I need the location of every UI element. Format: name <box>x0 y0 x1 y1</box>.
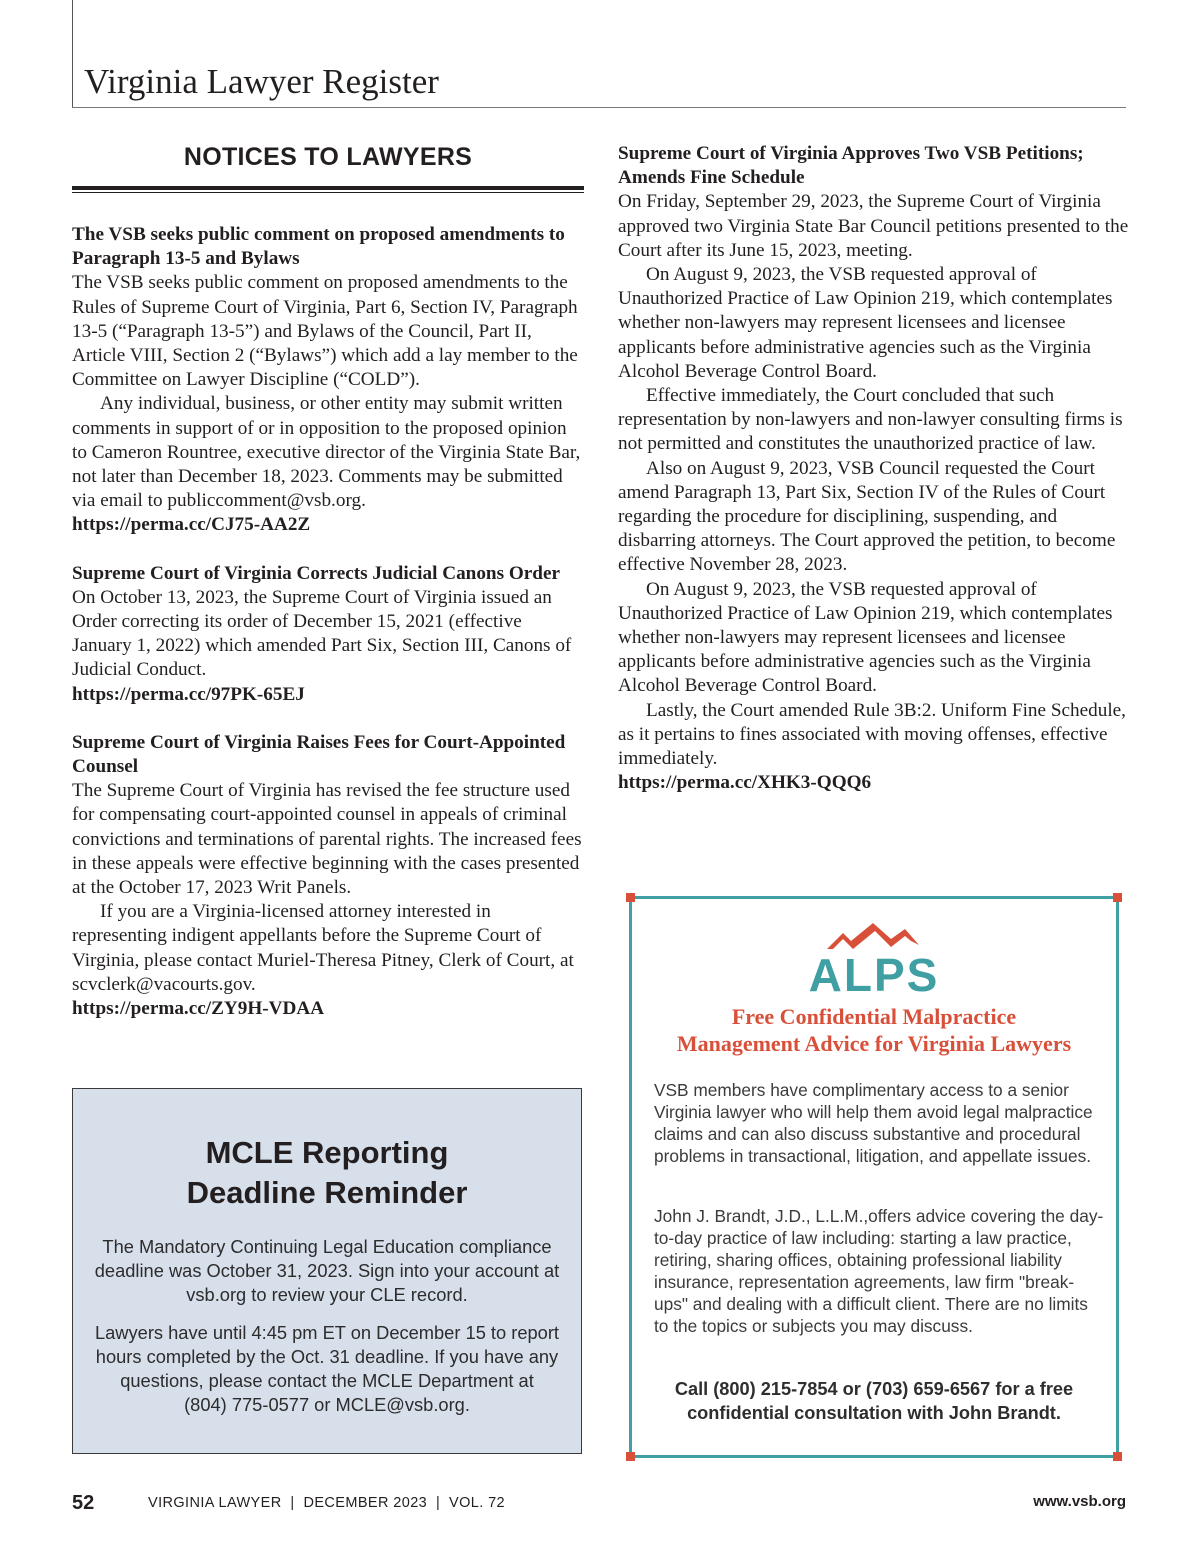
alps-logo-text: ALPS <box>808 949 940 1001</box>
article-paragraph: On Friday, September 29, 2023, the Supreme Court of Virginia approved two Virginia State Bar Council petitions presented to the Court after its June 15, 2023, meeting. <box>618 191 1129 261</box>
alps-tagline <box>632 1003 1116 1057</box>
article-body <box>72 779 584 997</box>
corner-marker <box>626 893 635 902</box>
article-body <box>618 190 1130 771</box>
right-column <box>618 142 1130 819</box>
article-link[interactable]: https://perma.cc/XHK3-QQQ6 <box>618 772 872 794</box>
article-link[interactable]: https://perma.cc/ZY9H-VDAA <box>72 998 325 1020</box>
page-number: 52 <box>72 1492 95 1514</box>
mcle-title-line: Deadline Reminder <box>186 1175 468 1210</box>
article-paragraph: On August 9, 2023, the VSB requested approval of Unauthorized Practice of Law Opinion 219, which contemplates whether non-lawyers may represent licensees and licensee applicants before administrative agencies such as the Virginia Alcohol Beverage Control Board. <box>618 264 1113 382</box>
article-title: Supreme Court of Virginia Corrects Judicial Canons Order <box>72 562 561 584</box>
section-heading: NOTICES TO LAWYERS <box>183 143 473 171</box>
mcle-paragraph <box>87 1321 567 1417</box>
alps-call-to-action: Call (800) 215-7854 or (703) 659-6567 for a free confidential consultation with John Brandt. <box>674 1379 1074 1423</box>
running-head: Virginia Lawyer Register <box>84 62 439 101</box>
mcle-title-line: MCLE Reporting <box>205 1135 449 1170</box>
article-paragraph: Also on August 9, 2023, VSB Council requested the Court amend Paragraph 13, Part Six, Section IV of the Rules of Court regarding the procedure for disciplining, suspending, and disbarring attorneys. The Court approved the petition, to become effective November 28, 2023. <box>618 457 1116 576</box>
article-paragraph: Effective immediately, the Court concluded that such representation by non-lawyers and non-lawyer consulting firms is not permitted and constitutes the unauthorized practice of law. <box>618 385 1123 455</box>
alps-paragraph: VSB members have complimentary access to a senior Virginia lawyer who will help them avoid legal malpractice claims and can also discuss substantive and procedural problems in transactional, litigation, and appellate issues. <box>654 1080 1093 1166</box>
article-paragraph: The Supreme Court of Virginia has revised the fee structure used for compensating court-appointed counsel in appeals of criminal convictions and terminations of parental rights. The increased fees in these appeals were effective beginning with the cases presented at the October 17, 2023 Writ Panels. <box>72 780 582 899</box>
corner-marker <box>1113 1452 1122 1461</box>
left-column <box>72 140 584 1045</box>
article-paragraph: If you are a Virginia-licensed attorney interested in representing indigent appellants before the Supreme Court of Virginia, please contact Muriel-Theresa Pitney, Clerk of Court, at scvclerk@vacourts.gov. <box>72 901 574 995</box>
article-paragraph: Lastly, the Court amended Rule 3B:2. Uniform Fine Schedule, as it pertains to fines associated with moving offenses, effective immediately. <box>618 699 1126 770</box>
footer-url[interactable]: www.vsb.org <box>1033 1493 1126 1510</box>
article-paragraph: The VSB seeks public comment on proposed amendments to the Rules of Supreme Court of Virginia, Part 6, Section IV, Paragraph 13-5 (“Paragraph 13-5”) and Bylaws of the Council, Part II, Article VIII, Section 2 (“Bylaws”) which add a lay member to the Committee on Lawyer Discipline (“COLD”). <box>72 272 578 391</box>
article-body <box>72 271 584 513</box>
article-title: Supreme Court of Virginia Approves Two VSB Petitions; Amends Fine Schedule <box>618 143 1084 189</box>
header-vertical-rule <box>72 0 73 108</box>
header-rule <box>72 107 1126 108</box>
article-title: The VSB seeks public comment on proposed amendments to Paragraph 13-5 and Bylaws <box>72 224 565 270</box>
article-public-comment <box>72 223 584 538</box>
mcle-contact: (804) 775-0577 or MCLE@vsb.org. <box>184 1394 470 1415</box>
heading-double-rule <box>72 186 584 193</box>
alps-logo <box>787 909 962 1001</box>
alps-advertisement <box>629 896 1119 1458</box>
mcle-reminder-box <box>72 1088 582 1454</box>
article-judicial-canons <box>72 562 584 707</box>
mcle-title <box>73 1133 581 1213</box>
article-title: Supreme Court of Virginia Raises Fees for Court-Appointed Counsel <box>72 731 566 778</box>
mcle-paragraph: The Mandatory Continuing Legal Education compliance deadline was October 31, 2023. Sign into your account at vsb.org to review your CLE record. <box>94 1236 560 1305</box>
article-link[interactable]: https://perma.cc/CJ75-AA2Z <box>72 514 311 536</box>
alps-tagline-line: Free Confidential Malpractice <box>731 1004 1017 1029</box>
article-link[interactable]: https://perma.cc/97PK-65EJ <box>72 683 305 705</box>
footer-publication: VIRGINIA LAWYER | DECEMBER 2023 | VOL. 72 <box>148 1495 506 1511</box>
article-vsb-petitions <box>618 142 1130 795</box>
corner-marker <box>1113 893 1122 902</box>
mcle-paragraph-text: Lawyers have until 4:45 pm ET on December 15 to report hours completed by the Oct. 31 deadline. If you have any questions, please contact the MCLE Department at <box>94 1322 560 1391</box>
article-paragraph: Any individual, business, or other entity may submit written comments in support of or in opposition to the proposed opinion to Cameron Rountree, executive director of the Virginia State Bar, not later than December 18, 2023. Comments may be submitted via email to publiccomment@vsb.org. <box>72 393 581 512</box>
alps-tagline-line: Management Advice for Virginia Lawyers <box>676 1031 1072 1056</box>
article-paragraph: On October 13, 2023, the Supreme Court of Virginia issued an Order correcting its order of December 15, 2021 (effective January 1, 2022) which amended Part Six, Section III, Canons of Judicial Conduct. <box>72 586 572 681</box>
alps-paragraph: John J. Brandt, J.D., L.L.M.,offers advice covering the day-to-day practice of law including: starting a law practice, retiring, sharing offices, obtaining professional liability insurance, representation agreements, law firm "break-ups" and dealing with a difficult client. There are no limits to the topics or subjects you may discuss. <box>654 1206 1104 1336</box>
article-court-appointed-fees <box>72 731 584 1021</box>
corner-marker <box>626 1452 635 1461</box>
mountain-logo-icon <box>827 923 919 949</box>
article-paragraph: On August 9, 2023, the VSB requested approval of Unauthorized Practice of Law Opinion 219, which contemplates whether non-lawyers may represent licensees and licensee applicants before administrative agencies such as the Virginia Alcohol Beverage Control Board. <box>618 578 1113 697</box>
article-body <box>72 586 584 683</box>
